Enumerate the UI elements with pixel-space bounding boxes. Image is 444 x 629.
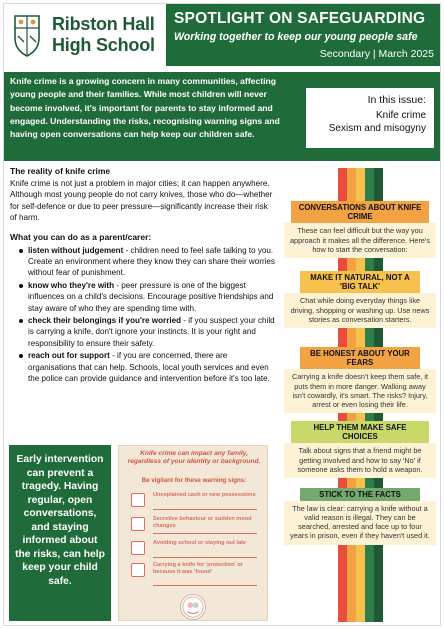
info-card	[284, 488, 436, 545]
bullet-lead: check their belongings if you're worried	[28, 316, 182, 326]
list-item	[19, 350, 276, 384]
warning-sign	[131, 492, 257, 510]
school-name	[52, 14, 155, 56]
divider	[153, 533, 257, 534]
warning-signs-poster	[118, 445, 268, 621]
info-card-body: The law is clear: carrying a knife without a valid reason is illegal. They can be searched, arrested and face up to four years in prison, even if they haven't used it.	[284, 501, 436, 544]
poster-subheading: Be vigilant for these warning signs:	[141, 477, 247, 484]
school-name-line1: Ribston Hall	[52, 14, 155, 34]
checkbox-icon	[131, 493, 145, 507]
poster-heading: Knife crime can impact any family, regardless of your identity or background.	[127, 450, 261, 465]
todo-heading: What you can do as a parent/carer:	[10, 231, 152, 242]
warning-sign-text: Unexplained cash or new possessions	[153, 492, 256, 498]
bullet-lead: know who they're with	[28, 280, 115, 290]
bullet-text: - children need to feel safe talking to you. Create an environment where they know they can share their worries without fear of punishment.	[28, 245, 275, 278]
school-brand	[4, 4, 166, 66]
checkbox-icon	[131, 517, 145, 531]
info-card-title: MAKE IT NATURAL, NOT A 'BIG TALK'	[300, 271, 420, 293]
newsletter-subtitle: Working together to keep our young people safe	[174, 31, 418, 43]
info-card-body: Talk about signs that a friend might be getting involved and how to say 'No' if someone asks them to hold a weapon.	[284, 443, 436, 477]
checkbox-icon	[131, 541, 145, 555]
info-card	[284, 347, 436, 413]
article	[10, 166, 276, 386]
info-card	[284, 421, 436, 478]
intro-text: Knife crime is a growing concern in many communities, affecting young people and their families. While most children will never become involved, it's important for parents to stay informed and engaged. Understanding the risks, recognising warning signs and having open conversations can help keep our children safe.	[10, 76, 280, 140]
issue-item: Knife crime	[375, 110, 426, 121]
warning-sign	[131, 562, 257, 586]
newsletter-title: SPOTLIGHT ON SAFEGUARDING	[174, 10, 426, 27]
early-intervention-panel: Early intervention can prevent a tragedy. Having regular, open conversations, and staying informed about the risks, can help keep your child safe.	[9, 445, 111, 621]
in-this-issue-box	[306, 88, 434, 148]
list-item	[19, 245, 276, 279]
school-name-line2: High School	[52, 35, 155, 55]
info-card-title: HELP THEM MAKE SAFE CHOICES	[291, 421, 429, 443]
info-card	[284, 271, 436, 328]
newsletter-page	[3, 3, 441, 626]
bullet-text: - peer pressure is one of the biggest influences on a child's decisions. Encourage positive friendships and stay aware of who they are spending time with.	[28, 280, 274, 313]
advice-list	[10, 245, 276, 385]
issue-heading: In this issue:	[367, 94, 426, 106]
warning-sign	[131, 516, 257, 534]
info-card-body: These can feel difficult but the way you approach it makes all the difference. Here's how to start the conversation:	[284, 223, 436, 257]
reality-text: Knife crime is not just a problem in major cities; it can happen anywhere. Although most young people do not carry knives, those who do—whether for self-defence or due to peer pressure—significantly increase their risk of harm.	[10, 179, 273, 223]
checkbox-icon	[131, 563, 145, 577]
bullet-text: - if you suspect your child is carrying a knife, don't ignore your instincts. It is your right and responsibility to ensure their safety.	[28, 316, 275, 348]
issue-item: Sexism and misogyny	[328, 123, 426, 134]
info-card-body: Carrying a knife doesn't keep them safe, it puts them in more danger. Walking away isn't cowardly, it's smart. The risks? Injury, arrest or even losing their life.	[284, 369, 436, 412]
bullet-lead: listen without judgement	[28, 245, 124, 255]
list-item	[19, 315, 276, 349]
bullet-lead: reach out for support	[28, 351, 110, 361]
reality-heading: The reality of knife crime	[10, 166, 111, 176]
intro-band	[4, 72, 441, 161]
warning-sign	[131, 540, 257, 558]
divider	[153, 509, 257, 510]
warning-sign-text: Carrying a knife for 'protection' or because it was 'found'	[153, 562, 243, 575]
info-card-title: BE HONEST ABOUT YOUR FEARS	[300, 347, 420, 369]
info-card-body: Chat while doing everyday things like driving, shopping or washing up. Use news stories as conversation starters.	[284, 293, 436, 327]
divider	[153, 585, 257, 586]
warning-sign-text: Avoiding school or staying out late	[153, 540, 247, 546]
warning-sign-text: Secretive behaviour or sudden mood changes	[153, 516, 252, 529]
header-banner	[166, 4, 441, 66]
info-card-title: CONVERSATIONS ABOUT KNIFE CRIME	[291, 201, 429, 223]
list-item	[19, 280, 276, 314]
conversation-infographic	[284, 168, 436, 622]
school-crest-icon	[12, 12, 42, 58]
organisation-logo-icon	[180, 594, 206, 620]
bullet-text: - if you are concerned, there are organisations that can help. Schools, local youth services and even the police can provide guidance and intervention before it's too late.	[28, 351, 270, 384]
edition-label: Secondary | March 2025	[319, 48, 434, 60]
divider	[153, 557, 257, 558]
info-card	[284, 201, 436, 258]
info-card-title: STICK TO THE FACTS	[300, 488, 420, 501]
